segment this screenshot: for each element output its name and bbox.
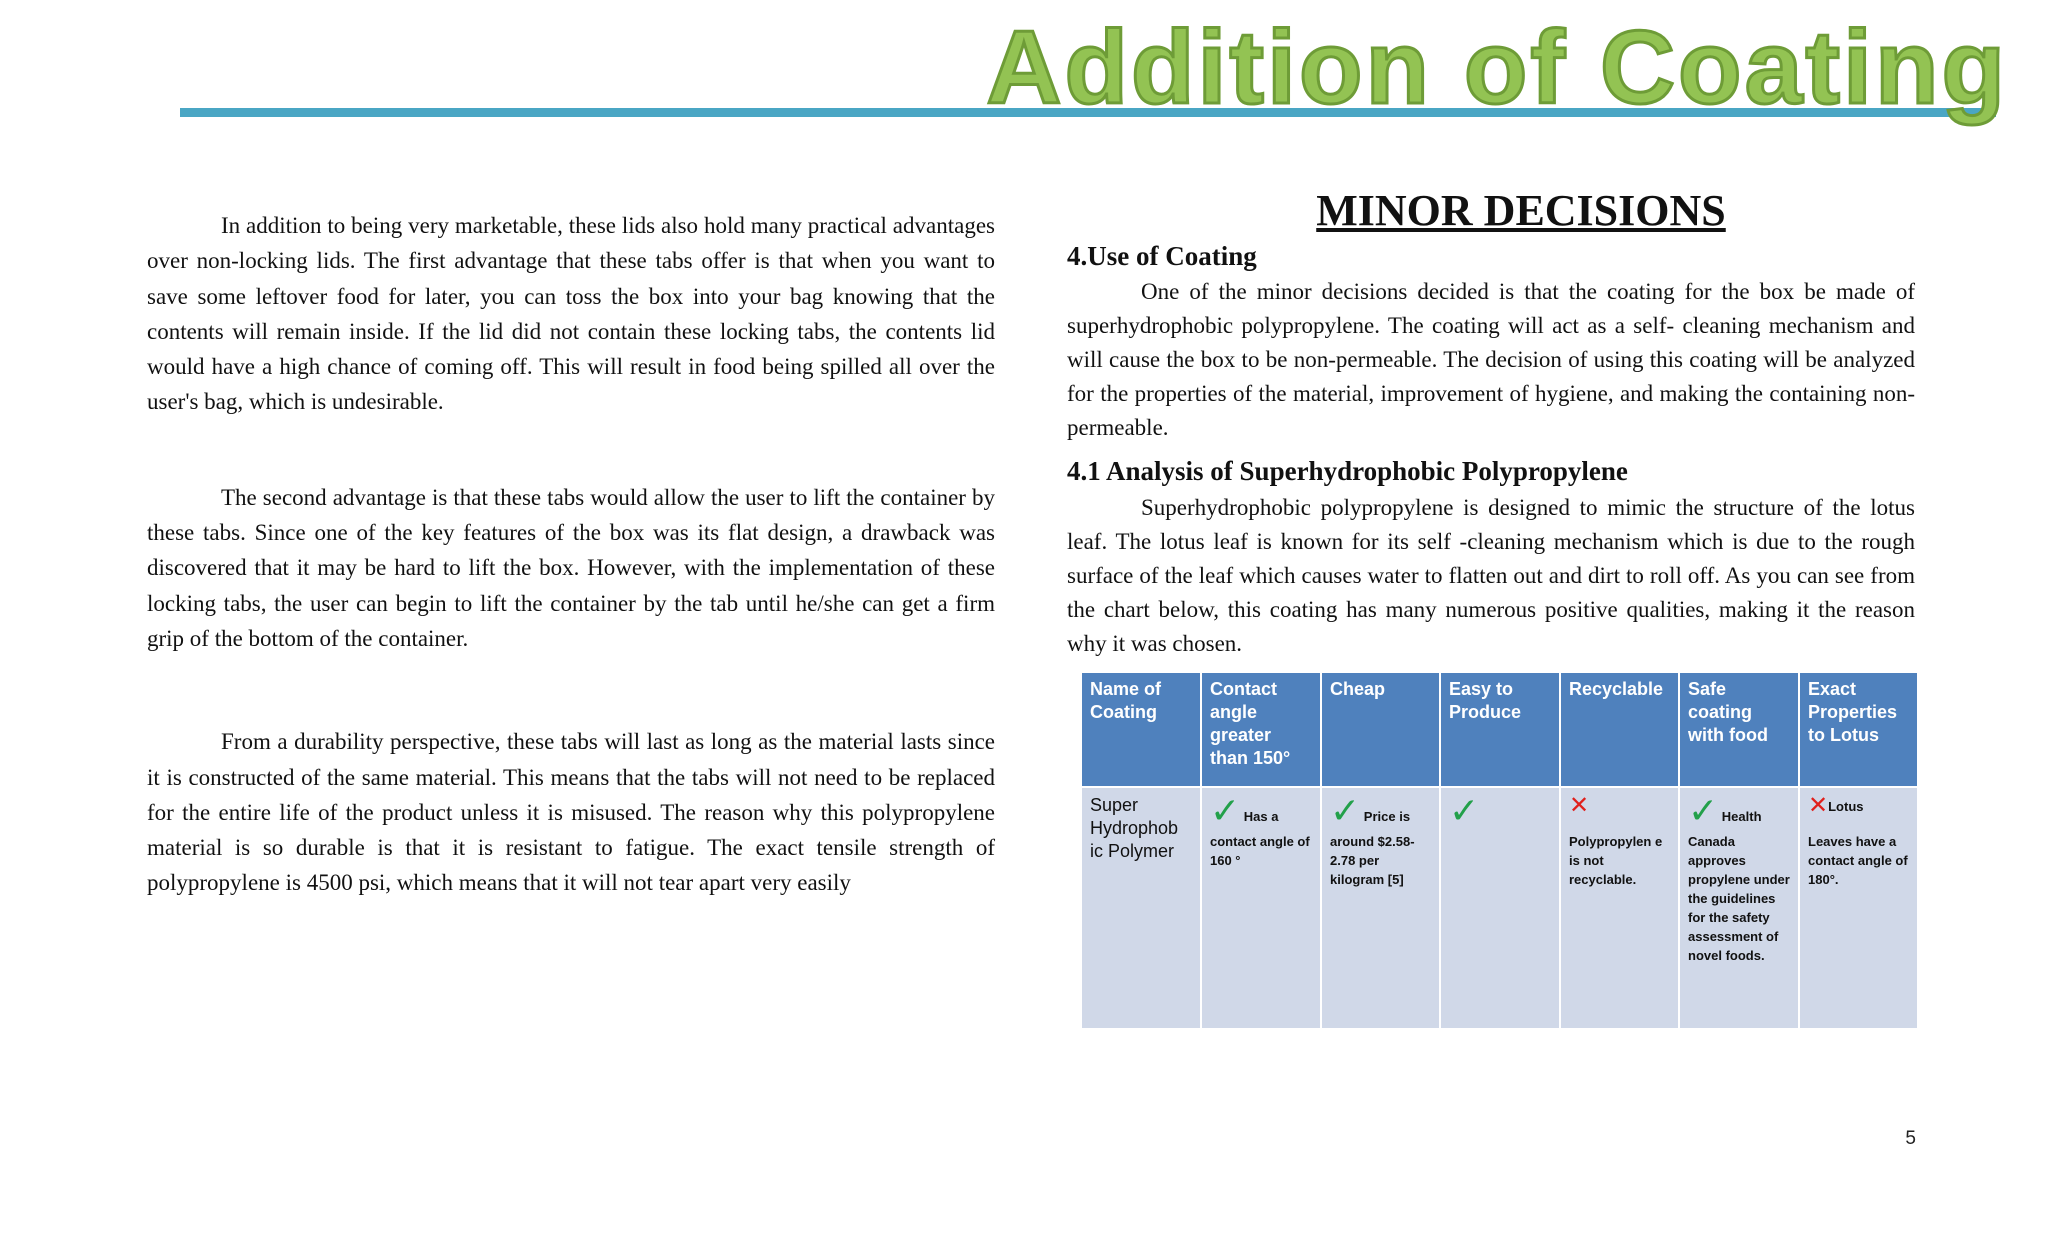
table-header-row	[1081, 672, 1918, 787]
header-cell: Cheap	[1321, 672, 1440, 787]
header-cell: Safe coating with food	[1679, 672, 1799, 787]
left-column	[147, 208, 995, 901]
paragraph-use-of-coating: One of the minor decisions decided is that the coating for the box be made of superhydrophobic polypropylene. The coating will act as a self- cleaning mechanism and will cause the box to be non-permeable. The decision of using this coating will be analyzed for the properties of the material, improvement of hygiene, and making the containing non-permeable.	[1067, 279, 1915, 440]
heading-use-of-coating: 4.Use of Coating	[1067, 241, 1257, 271]
header-cell: Name of Coating	[1081, 672, 1201, 787]
header-cell: Easy to Produce	[1440, 672, 1560, 787]
contact-angle-cell: ✓ Has a contact angle of 160 °	[1201, 787, 1321, 1029]
page-number: 5	[1905, 1128, 1916, 1149]
check-icon: ✓	[1330, 790, 1361, 831]
section-title: MINOR DECISIONS	[1316, 186, 1726, 235]
header-cell: Contact angle greater than 150°	[1201, 672, 1321, 787]
paragraph-analysis: Superhydrophobic polypropylene is designed to mimic the structure of the lotus leaf. The lotus leaf is known for its self -cleaning mechanism which is due to the rough surface of the leaf which causes water to flatten out and dirt to roll off. As you can see from the chart below, this coating has many numerous positive qualities, making it the reason why it was chosen.	[1067, 495, 1915, 656]
check-icon: ✓	[1210, 790, 1241, 831]
check-icon: ✓	[1688, 790, 1719, 831]
paragraph-lifting: The second advantage is that these tabs would allow the user to lift the container by these tabs. Since one of the key features of the box was its flat design, a drawback was discovered that it may be hard to lift the box. However, with the implementation of these locking tabs, the user can begin to lift the container by the tab until he/she can get a firm grip of the bottom of the container.	[147, 484, 995, 651]
coating-comparison-table	[1080, 671, 1919, 1030]
cheap-cell: ✓ Price is around $2.58-2.78 per kilogram [5]	[1321, 787, 1440, 1029]
cross-icon: ✕	[1808, 792, 1829, 819]
right-column	[1067, 185, 1915, 661]
table-row	[1081, 787, 1918, 1029]
page-title: Addition of Coating	[986, 10, 2008, 126]
paragraph-lid-advantages: In addition to being very marketable, these lids also hold many practical advantages over non-locking lids. The first advantage that these tabs offer is that when you want to save some leftover food for later, you can toss the box into your bag knowing that the contents will remain inside. If the lid did not contain these locking tabs, the contents lid would have a high chance of coming off. This will result in food being spilled all over the user's bag, which is undesirable.	[147, 213, 995, 415]
heading-analysis: 4.1 Analysis of Superhydrophobic Polypropylene	[1067, 456, 1628, 486]
paragraph-durability: From a durability perspective, these tabs will last as long as the material lasts since it is constructed of the same material. This means that the tabs will not need to be replaced for the entire life of the product unless it is misused. The reason why this polypropylene material is so durable is that it is resistant to fatigue. The exact tensile strength of polypropylene is 4500 psi, which means that it will not tear apart very easily	[147, 729, 995, 896]
safe-with-food-cell: ✓ Health Canada approves propylene under the guidelines for the safety assessment of novel foods.	[1679, 787, 1799, 1029]
header-cell: Exact Properties to Lotus	[1799, 672, 1918, 787]
cross-icon: ✕	[1569, 792, 1590, 819]
coating-name-cell: Super Hydrophob ic Polymer	[1081, 787, 1201, 1029]
header-cell: Recyclable	[1560, 672, 1679, 787]
easy-to-produce-cell	[1440, 787, 1560, 1029]
recyclable-cell: ✕ Polypropylen e is not recyclable.	[1560, 787, 1679, 1029]
lotus-properties-cell: ✕Lotus Leaves have a contact angle of 180°.	[1799, 787, 1918, 1029]
check-icon: ✓	[1449, 790, 1480, 831]
